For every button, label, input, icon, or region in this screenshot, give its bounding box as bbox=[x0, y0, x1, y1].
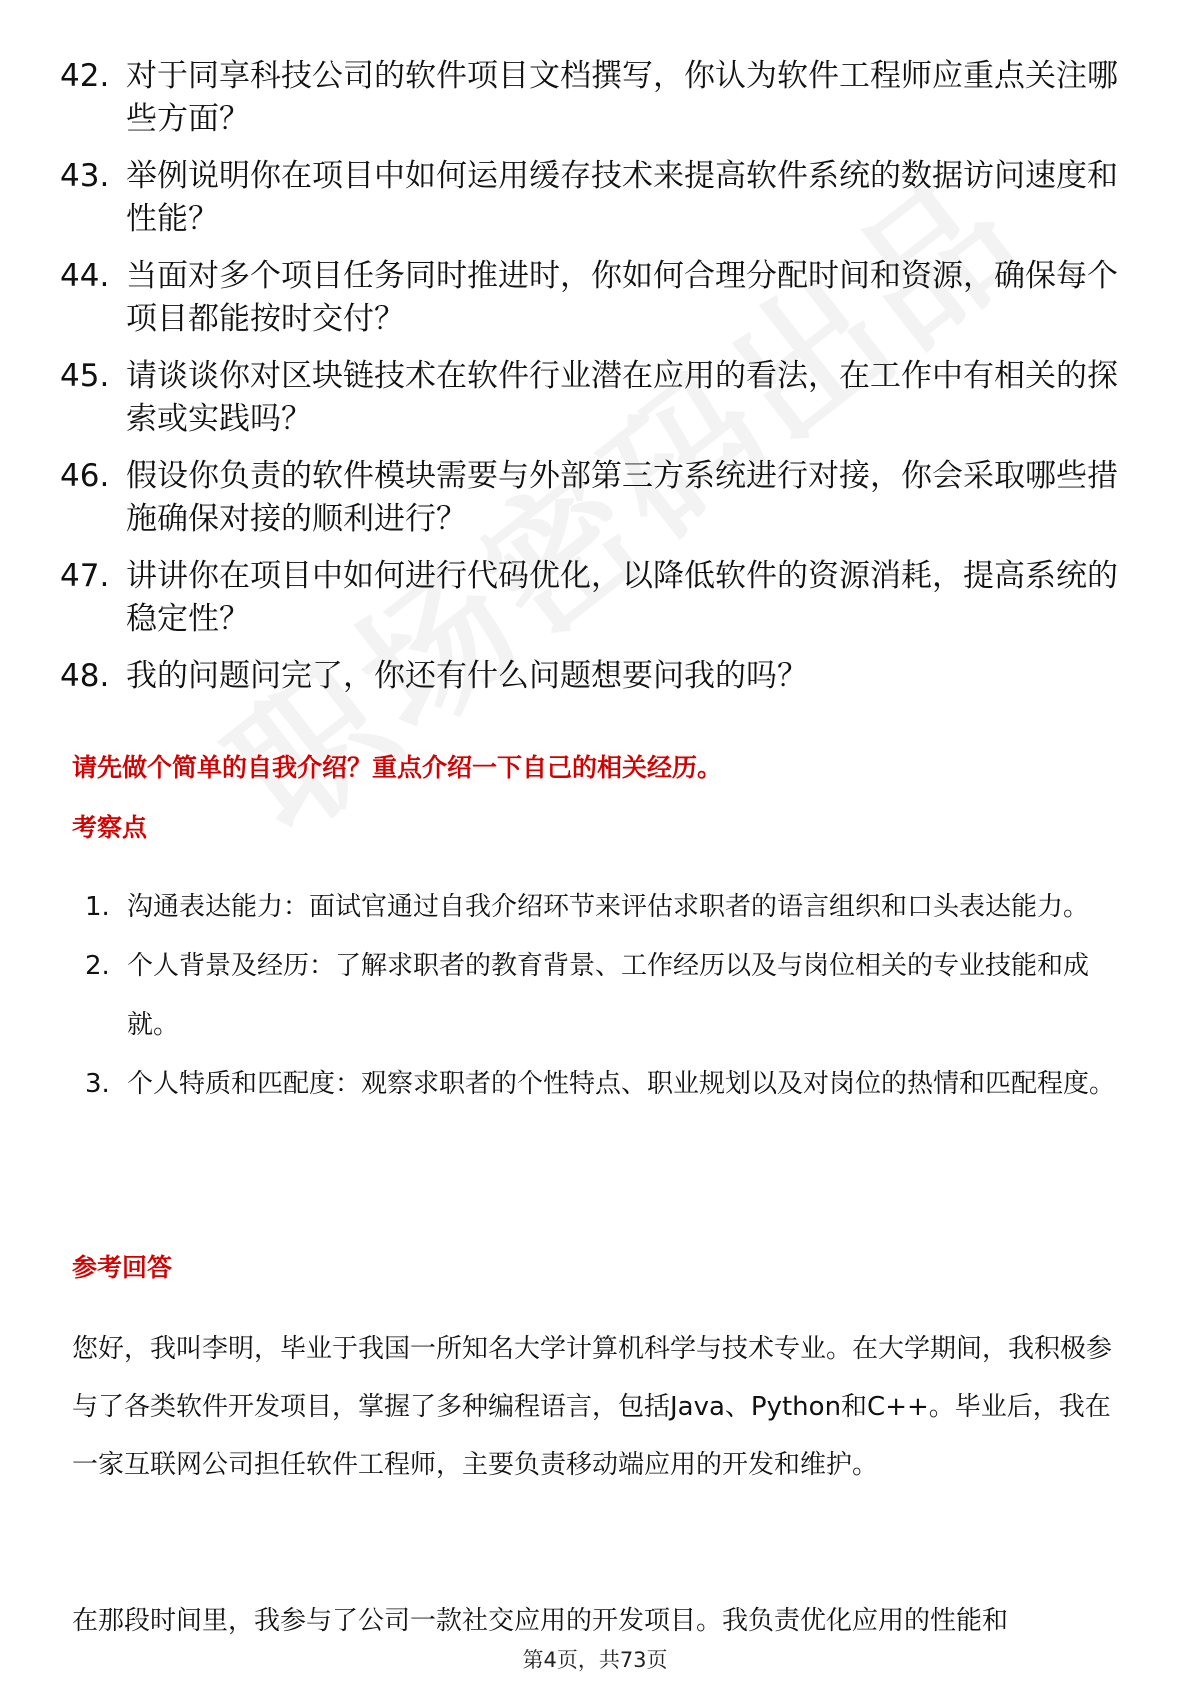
question-number: 48. bbox=[60, 658, 110, 694]
answer-paragraph: 在那段时间里，我参与了公司一款社交应用的开发项目。我负责优化应用的性能和 bbox=[72, 1606, 1009, 1636]
question-text: 我的问题问完了，你还有什么问题想要问我的吗？ bbox=[126, 658, 808, 694]
question-text: 对于同享科技公司的软件项目文档撰写，你认为软件工程师应重点关注哪些方面？ bbox=[126, 58, 1118, 137]
question-number: 47. bbox=[60, 558, 110, 594]
question-item bbox=[60, 355, 1120, 441]
point-number: 2. bbox=[85, 951, 110, 981]
points-section-title: 考察点 bbox=[72, 813, 148, 842]
question-text: 讲讲你在项目中如何进行代码优化，以降低软件的资源消耗，提高系统的稳定性？ bbox=[126, 558, 1118, 637]
point-number: 1. bbox=[85, 892, 110, 922]
question-number: 46. bbox=[60, 458, 110, 494]
page-footer: 第4页，共73页 bbox=[522, 1648, 668, 1672]
focus-question-heading: 请先做个简单的自我介绍？重点介绍一下自己的相关经历。 bbox=[72, 753, 723, 782]
question-item bbox=[60, 455, 1120, 541]
question-item bbox=[60, 155, 1120, 241]
question-item bbox=[60, 655, 1120, 698]
question-item bbox=[60, 55, 1120, 141]
points-list bbox=[85, 878, 1130, 1114]
question-item bbox=[60, 555, 1120, 641]
question-item bbox=[60, 255, 1120, 341]
question-text: 当面对多个项目任务同时推进时，你如何合理分配时间和资源，确保每个项目都能按时交付？ bbox=[126, 258, 1118, 337]
question-list bbox=[60, 55, 1120, 698]
question-number: 45. bbox=[60, 358, 110, 394]
point-item bbox=[85, 878, 1130, 937]
answer-section-title: 参考回答 bbox=[72, 1253, 173, 1282]
point-text: 沟通表达能力：面试官通过自我介绍环节来评估求职者的语言组织和口头表达能力。 bbox=[127, 892, 1090, 922]
question-text: 假设你负责的软件模块需要与外部第三方系统进行对接，你会采取哪些措施确保对接的顺利进行？ bbox=[126, 458, 1118, 537]
point-item bbox=[85, 937, 1130, 1055]
point-item bbox=[85, 1055, 1130, 1114]
question-text: 请谈谈你对区块链技术在软件行业潜在应用的看法，在工作中有相关的探索或实践吗？ bbox=[126, 358, 1118, 437]
question-number: 44. bbox=[60, 258, 110, 294]
point-text: 个人特质和匹配度：观察求职者的个性特点、职业规划以及对岗位的热情和匹配程度。 bbox=[127, 1069, 1116, 1099]
point-number: 3. bbox=[85, 1069, 110, 1099]
point-text: 个人背景及经历：了解求职者的教育背景、工作经历以及与岗位相关的专业技能和成就。 bbox=[127, 951, 1090, 1040]
question-text: 举例说明你在项目中如何运用缓存技术来提高软件系统的数据访问速度和性能？ bbox=[126, 158, 1118, 237]
question-number: 42. bbox=[60, 58, 110, 94]
question-number: 43. bbox=[60, 158, 110, 194]
answer-paragraph: 您好，我叫李明，毕业于我国一所知名大学计算机科学与技术专业。在大学期间，我积极参与了各类软件开发项目，掌握了多种编程语言，包括Java、Python和C++。毕业后，我在一家互联网公司担任软件工程师，主要负责移动端应用的开发和维护。 bbox=[72, 1334, 1113, 1480]
